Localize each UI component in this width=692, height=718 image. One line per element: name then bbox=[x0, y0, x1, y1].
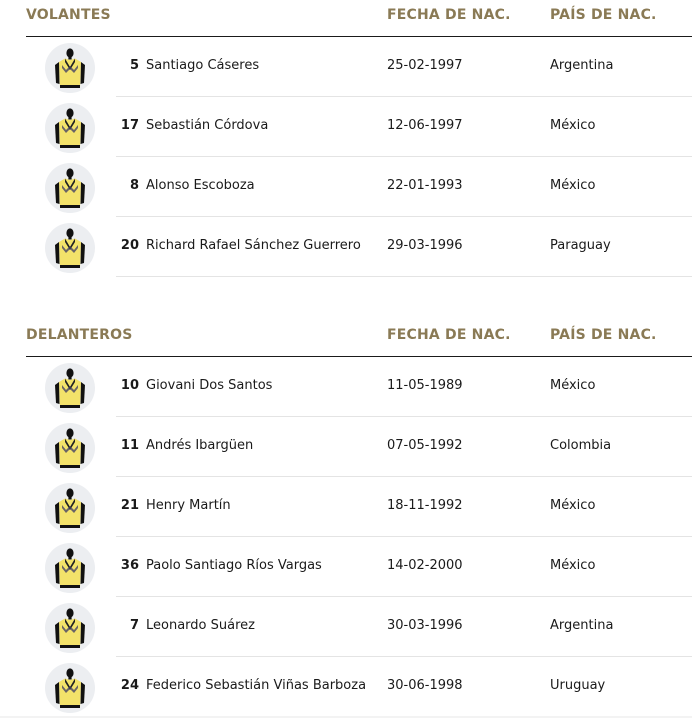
jersey-silhouette-icon bbox=[45, 603, 95, 653]
jersey-silhouette-icon bbox=[45, 163, 95, 213]
group-title: VOLANTES bbox=[26, 7, 111, 23]
column-header-birth-country: PAÍS DE NAC. bbox=[550, 7, 657, 23]
player-number: 21 bbox=[120, 498, 139, 513]
player-name[interactable]: Alonso Escoboza bbox=[146, 178, 255, 193]
column-header-birth-date: FECHA DE NAC. bbox=[387, 327, 511, 343]
player-birth-country: México bbox=[550, 178, 596, 193]
player-row[interactable] bbox=[0, 157, 692, 217]
column-header-birth-country: PAÍS DE NAC. bbox=[550, 327, 657, 343]
player-silhouette-avatar[interactable] bbox=[45, 663, 95, 713]
jersey-silhouette-icon bbox=[45, 363, 95, 413]
player-birth-date: 18-11-1992 bbox=[387, 498, 463, 513]
player-name[interactable]: Richard Rafael Sánchez Guerrero bbox=[146, 238, 361, 253]
player-silhouette-avatar[interactable] bbox=[45, 423, 95, 473]
player-silhouette-avatar[interactable] bbox=[45, 163, 95, 213]
player-name[interactable]: Henry Martín bbox=[146, 498, 231, 513]
player-number: 8 bbox=[129, 178, 139, 193]
player-row[interactable] bbox=[0, 657, 692, 717]
player-birth-country: México bbox=[550, 118, 596, 133]
player-birth-country: México bbox=[550, 498, 596, 513]
player-name[interactable]: Santiago Cáseres bbox=[146, 58, 260, 73]
column-header-birth-date: FECHA DE NAC. bbox=[387, 7, 511, 23]
player-birth-date: 25-02-1997 bbox=[387, 58, 463, 73]
player-row[interactable] bbox=[0, 357, 692, 417]
section-header bbox=[26, 0, 692, 37]
section-delanteros bbox=[0, 320, 692, 717]
player-name[interactable]: Sebastián Córdova bbox=[146, 118, 269, 133]
player-number: 36 bbox=[120, 558, 139, 573]
player-number: 11 bbox=[120, 438, 139, 453]
player-number: 17 bbox=[120, 118, 139, 133]
player-birth-date: 22-01-1993 bbox=[387, 178, 463, 193]
player-birth-country: Paraguay bbox=[550, 238, 611, 253]
player-silhouette-avatar[interactable] bbox=[45, 43, 95, 93]
player-silhouette-avatar[interactable] bbox=[45, 603, 95, 653]
player-birth-date: 12-06-1997 bbox=[387, 118, 463, 133]
player-birth-country: Argentina bbox=[550, 58, 614, 73]
group-title: DELANTEROS bbox=[26, 327, 133, 343]
player-silhouette-avatar[interactable] bbox=[45, 543, 95, 593]
player-birth-country: Colombia bbox=[550, 438, 612, 453]
player-row[interactable] bbox=[0, 97, 692, 157]
player-number: 7 bbox=[129, 618, 139, 633]
player-number: 20 bbox=[120, 238, 139, 253]
section-header bbox=[26, 320, 692, 357]
row-divider bbox=[116, 276, 692, 277]
player-birth-date: 29-03-1996 bbox=[387, 238, 463, 253]
player-number: 24 bbox=[120, 678, 139, 693]
player-birth-date: 30-06-1998 bbox=[387, 678, 463, 693]
player-name[interactable]: Andrés Ibargüen bbox=[146, 438, 254, 453]
player-name[interactable]: Federico Sebastián Viñas Barboza bbox=[146, 678, 367, 693]
player-number: 10 bbox=[120, 378, 139, 393]
jersey-silhouette-icon bbox=[45, 663, 95, 713]
section-volantes bbox=[0, 0, 692, 277]
player-row[interactable] bbox=[0, 597, 692, 657]
player-birth-date: 11-05-1989 bbox=[387, 378, 463, 393]
player-silhouette-avatar[interactable] bbox=[45, 103, 95, 153]
player-birth-country: México bbox=[550, 558, 596, 573]
player-row[interactable] bbox=[0, 417, 692, 477]
player-birth-country: Uruguay bbox=[550, 678, 606, 693]
player-birth-country: México bbox=[550, 378, 596, 393]
player-row[interactable] bbox=[0, 537, 692, 597]
player-number: 5 bbox=[129, 58, 139, 73]
jersey-silhouette-icon bbox=[45, 103, 95, 153]
player-row[interactable] bbox=[0, 37, 692, 97]
player-birth-country: Argentina bbox=[550, 618, 614, 633]
player-birth-date: 07-05-1992 bbox=[387, 438, 463, 453]
player-silhouette-avatar[interactable] bbox=[45, 483, 95, 533]
player-name[interactable]: Giovani Dos Santos bbox=[146, 378, 273, 393]
jersey-silhouette-icon bbox=[45, 423, 95, 473]
jersey-silhouette-icon bbox=[45, 43, 95, 93]
jersey-silhouette-icon bbox=[45, 483, 95, 533]
player-birth-date: 14-02-2000 bbox=[387, 558, 463, 573]
player-name[interactable]: Leonardo Suárez bbox=[146, 618, 255, 633]
jersey-silhouette-icon bbox=[45, 223, 95, 273]
player-birth-date: 30-03-1996 bbox=[387, 618, 463, 633]
player-silhouette-avatar[interactable] bbox=[45, 223, 95, 273]
player-silhouette-avatar[interactable] bbox=[45, 363, 95, 413]
player-row[interactable] bbox=[0, 217, 692, 277]
player-name[interactable]: Paolo Santiago Ríos Vargas bbox=[146, 558, 322, 573]
jersey-silhouette-icon bbox=[45, 543, 95, 593]
player-row[interactable] bbox=[0, 477, 692, 537]
